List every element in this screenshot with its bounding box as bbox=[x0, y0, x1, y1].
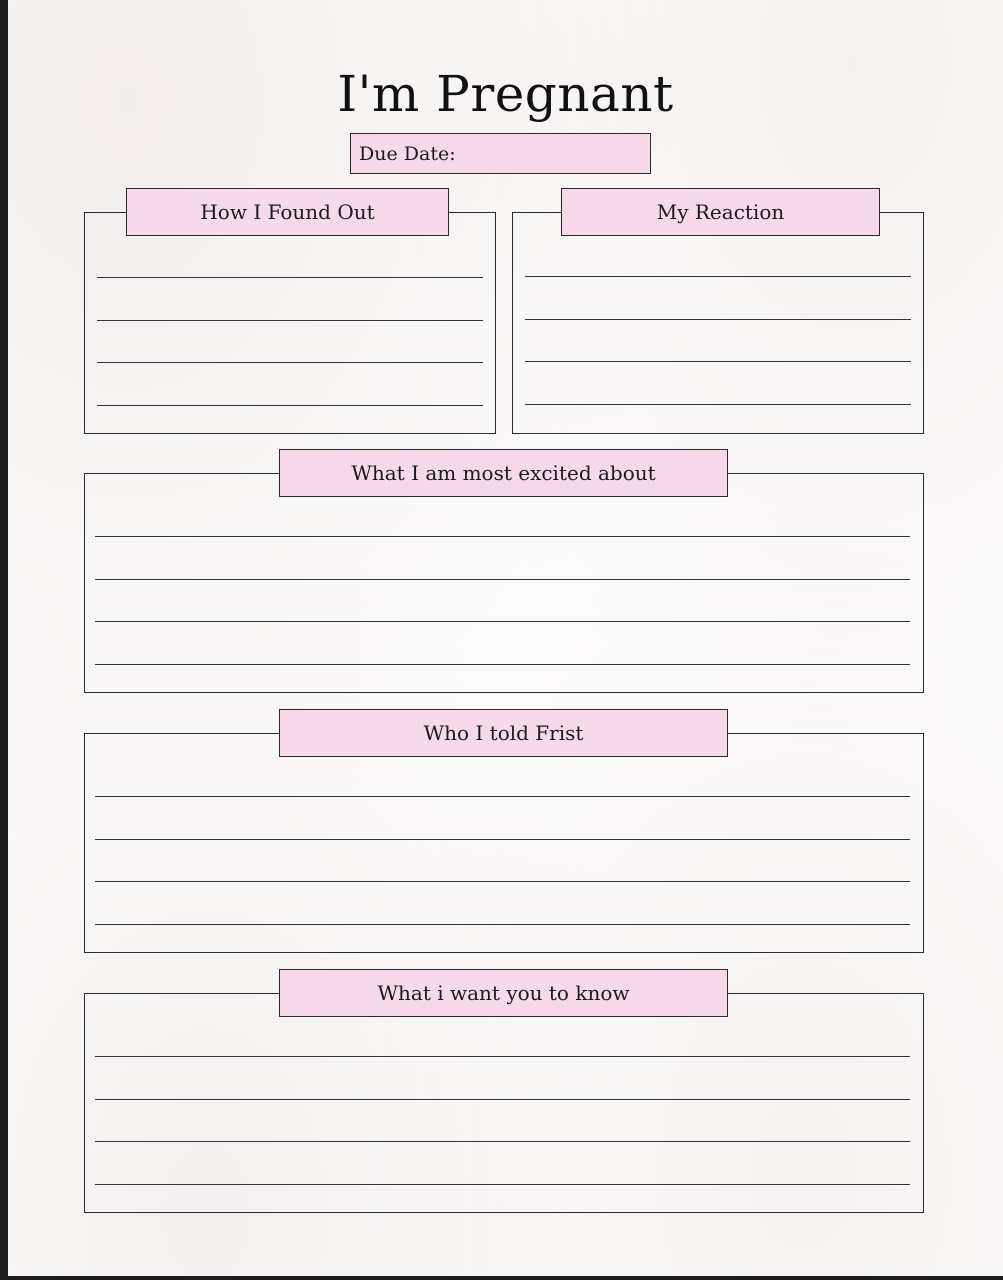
how-i-found-out-heading: How I Found Out bbox=[126, 188, 449, 236]
writing-line[interactable] bbox=[95, 839, 910, 840]
writing-line[interactable] bbox=[97, 320, 483, 321]
writing-line[interactable] bbox=[97, 362, 483, 363]
want-you-to-know-box bbox=[84, 993, 924, 1213]
writing-line[interactable] bbox=[525, 404, 911, 405]
who-i-told-first-heading: Who I told Frist bbox=[279, 709, 728, 757]
writing-line[interactable] bbox=[97, 277, 483, 278]
writing-line[interactable] bbox=[95, 536, 910, 537]
due-date-field[interactable] bbox=[350, 133, 651, 174]
due-date-label: Due Date: bbox=[359, 142, 456, 165]
writing-line[interactable] bbox=[97, 405, 483, 406]
writing-line[interactable] bbox=[95, 1056, 910, 1057]
my-reaction-box bbox=[512, 212, 924, 434]
writing-line[interactable] bbox=[95, 621, 910, 622]
how-i-found-out-box bbox=[84, 212, 496, 434]
writing-line[interactable] bbox=[95, 1184, 910, 1185]
writing-line[interactable] bbox=[95, 1099, 910, 1100]
writing-line[interactable] bbox=[95, 924, 910, 925]
writing-line[interactable] bbox=[525, 319, 911, 320]
writing-line[interactable] bbox=[95, 579, 910, 580]
page-title: I'm Pregnant bbox=[337, 65, 674, 123]
my-reaction-heading: My Reaction bbox=[561, 188, 880, 236]
writing-line[interactable] bbox=[95, 664, 910, 665]
who-i-told-first-box bbox=[84, 733, 924, 953]
worksheet-page bbox=[8, 0, 1003, 1276]
writing-line[interactable] bbox=[525, 276, 911, 277]
writing-line[interactable] bbox=[525, 361, 911, 362]
writing-line[interactable] bbox=[95, 796, 910, 797]
most-excited-box bbox=[84, 473, 924, 693]
writing-line[interactable] bbox=[95, 1141, 910, 1142]
writing-line[interactable] bbox=[95, 881, 910, 882]
most-excited-heading: What I am most excited about bbox=[279, 449, 728, 497]
want-you-to-know-heading: What i want you to know bbox=[279, 969, 728, 1017]
